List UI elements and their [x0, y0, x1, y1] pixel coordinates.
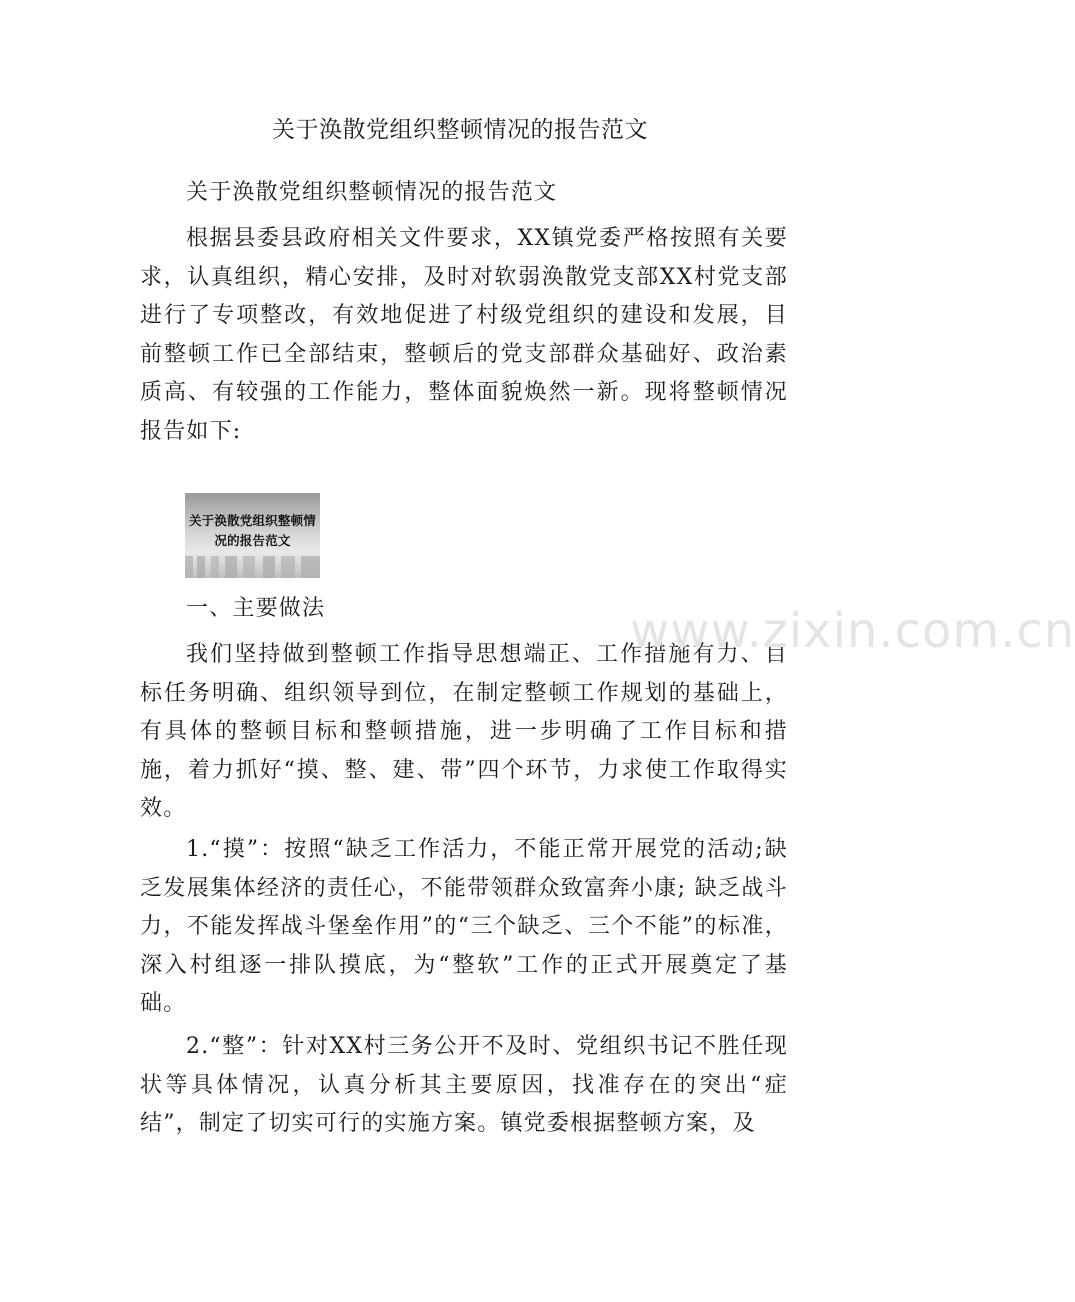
image-caption: 关于涣散党组织整顿情况的报告范文 — [188, 513, 316, 548]
title-image — [185, 493, 320, 578]
item-2-paragraph: 2.“整”：针对XX村三务公开不及时、党组织书记不胜任现状等具体情况，认真分析其主要原因，找准存在的突出“症结”，制定了切实可行的实施方案。镇党委根据整顿方案，及 — [140, 1033, 788, 1137]
section1-paragraph: 我们坚持做到整顿工作指导思想端正、工作措施有力、目标任务明确、组织领导到位，在制定整顿工作规划的基础上，有具体的整顿目标和整顿措施，进一步明确了工作目标和措施，着力抓好“摸、整、建、带”四个环节，力求使工作取得实效。 — [140, 642, 788, 822]
subtitle-block — [140, 174, 788, 213]
city-skyline-graphic — [185, 556, 320, 578]
document-title: 关于涣散党组织整顿情况的报告范文 — [272, 117, 648, 143]
section1-content — [140, 636, 788, 1144]
document-subtitle: 关于涣散党组织整顿情况的报告范文 — [186, 180, 558, 205]
item-1-paragraph: 1.“摸”：按照“缺乏工作活力，不能正常开展党的活动;缺乏发展集体经济的责任心，不能带领群众致富奔小康; 缺乏战斗力，不能发挥战斗堡垒作用”的“三个缺乏、三个不能”的标准，深入村组逐一排队摸底，为“整软”工作的正式开展奠定了基础。 — [140, 836, 788, 1017]
intro-paragraph: 根据县委县政府相关文件要求，XX镇党委严格按照有关要求，认真组织，精心安排，及时对软弱涣散党支部XX村党支部进行了专项整改，有效地促进了村级党组织的建设和发展，目前整顿工作已全部结束，整顿后的党支部群众基础好、政治素质高、有较强的工作能力，整体面貌焕然一新。现将整顿情况报告如下: — [140, 226, 788, 444]
section1-heading: 一、主要做法 — [186, 596, 326, 621]
watermark: www.zixin.com.cn — [630, 603, 1075, 659]
intro-block — [140, 220, 788, 452]
section1-heading-block — [140, 590, 788, 629]
